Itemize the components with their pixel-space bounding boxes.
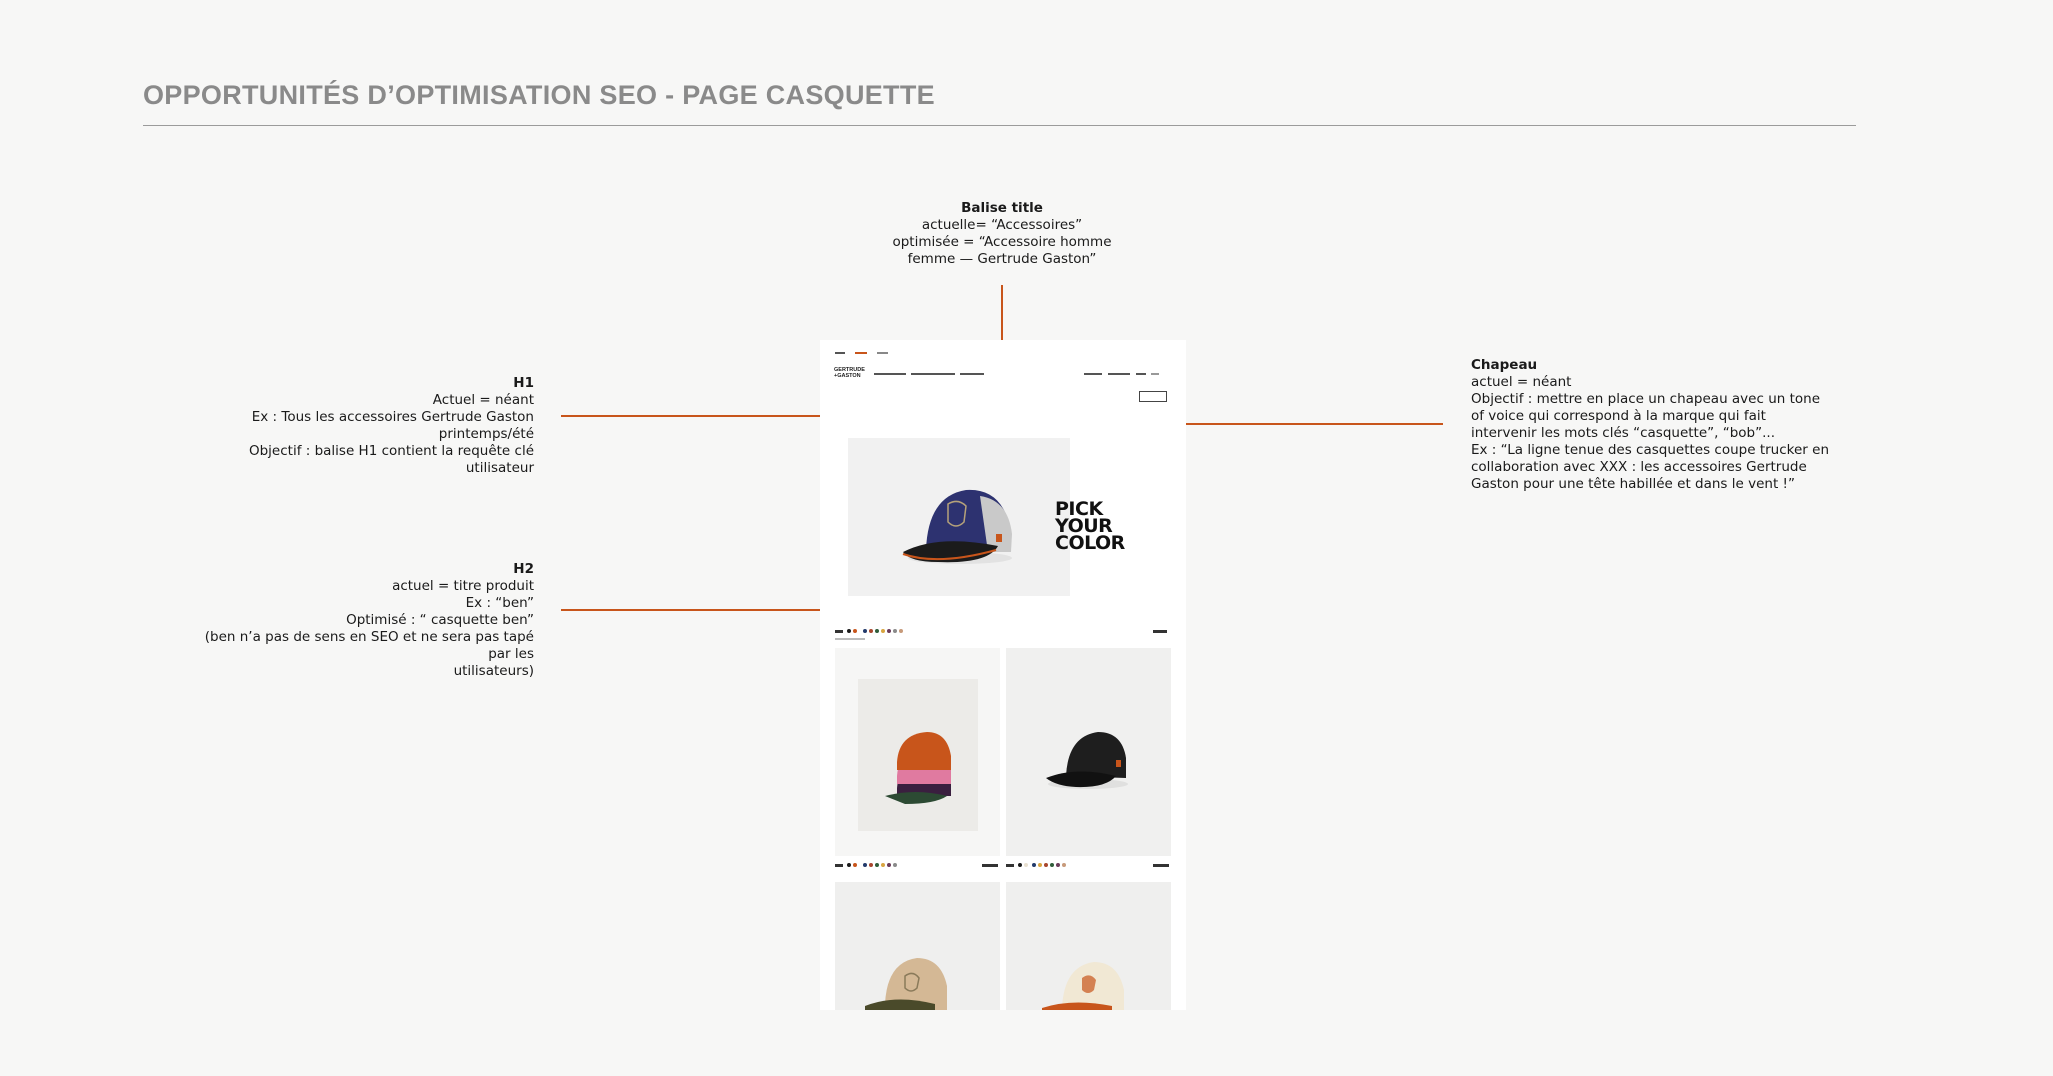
annotation-line: optimisée = “Accessoire homme bbox=[892, 234, 1112, 250]
slide-title: OPPORTUNITÉS D’OPTIMISATION SEO - PAGE CASQUETTE bbox=[143, 80, 935, 110]
annotation-line: (ben n’a pas de sens en SEO et ne sera pas tapé par les bbox=[204, 629, 534, 662]
cap-beige-image bbox=[835, 882, 1000, 1010]
annotation-heading: Balise title bbox=[961, 200, 1043, 216]
annotation-h1 bbox=[184, 375, 534, 477]
product-tile[interactable] bbox=[1006, 648, 1171, 856]
color-swatch[interactable] bbox=[863, 863, 867, 867]
color-swatch[interactable] bbox=[853, 629, 857, 633]
annotation-chapeau bbox=[1471, 357, 1831, 493]
hero-headline bbox=[1055, 498, 1125, 554]
annotation-line: femme — Gertrude Gaston” bbox=[907, 251, 1097, 267]
color-swatch[interactable] bbox=[863, 629, 867, 633]
color-swatch[interactable] bbox=[1032, 863, 1036, 867]
annotation-h2 bbox=[184, 561, 534, 680]
color-swatch[interactable] bbox=[899, 629, 903, 633]
annotation-heading: H1 bbox=[513, 375, 534, 391]
color-swatch[interactable] bbox=[1038, 863, 1042, 867]
annotation-line: actuel = néant bbox=[1471, 374, 1572, 390]
cap-stack-image bbox=[835, 648, 1000, 856]
color-swatch[interactable] bbox=[1044, 863, 1048, 867]
annotation-line: Ex : “La ligne tenue des casquettes coupe trucker en bbox=[1471, 442, 1829, 458]
color-swatch[interactable] bbox=[1056, 863, 1060, 867]
brand-line: +GASTON bbox=[834, 372, 861, 379]
hero-image bbox=[848, 438, 1070, 596]
color-swatch[interactable] bbox=[881, 863, 885, 867]
color-swatch[interactable] bbox=[853, 863, 857, 867]
annotation-line: Ex : “ben” bbox=[465, 595, 534, 611]
annotation-line: collaboration avec XXX : les accessoires Gertrude bbox=[1471, 459, 1807, 475]
annotation-line: of voice qui correspond à la marque qui fait bbox=[1471, 408, 1766, 424]
annotation-line: Actuel = néant bbox=[432, 392, 534, 408]
connector-h1 bbox=[561, 415, 841, 417]
color-swatch[interactable] bbox=[875, 863, 879, 867]
cap-black-image bbox=[1006, 648, 1171, 856]
hero-headline-line: YOUR bbox=[1055, 515, 1113, 537]
color-swatch[interactable] bbox=[893, 863, 897, 867]
annotation-line: Objectif : mettre en place un chapeau avec un tone bbox=[1471, 391, 1821, 407]
color-swatch[interactable] bbox=[869, 863, 873, 867]
color-swatch[interactable] bbox=[1024, 863, 1028, 867]
annotation-heading: H2 bbox=[513, 561, 534, 577]
hero-headline-line: PICK bbox=[1055, 498, 1103, 520]
annotation-line: intervenir les mots clés “casquette”, “bob”... bbox=[1471, 425, 1775, 441]
color-swatch[interactable] bbox=[881, 629, 885, 633]
page-mockup bbox=[820, 340, 1186, 1010]
brand-line: GERTRUDE bbox=[834, 367, 865, 373]
color-swatch[interactable] bbox=[875, 629, 879, 633]
annotation-line: Optimisé : “ casquette ben” bbox=[346, 612, 534, 628]
annotation-title-tag bbox=[880, 200, 1124, 268]
color-swatch[interactable] bbox=[887, 863, 891, 867]
cap-image bbox=[848, 438, 1070, 596]
product-tile[interactable] bbox=[1006, 882, 1171, 1010]
title-divider bbox=[143, 125, 1856, 126]
color-swatch[interactable] bbox=[869, 629, 873, 633]
annotation-line: actuel = titre produit bbox=[392, 578, 534, 594]
connector-title-tag bbox=[1001, 285, 1003, 348]
color-swatch[interactable] bbox=[1018, 863, 1022, 867]
annotation-line: Objectif : balise H1 contient la requête clé utilisateur bbox=[248, 443, 534, 476]
brand-logo[interactable] bbox=[834, 368, 864, 379]
annotation-line: utilisateurs) bbox=[453, 663, 534, 679]
color-swatch[interactable] bbox=[1062, 863, 1066, 867]
cap-cream-image bbox=[1006, 882, 1171, 1010]
annotation-line: actuelle= “Accessoires” bbox=[921, 217, 1083, 233]
annotation-line: printemps/été bbox=[438, 426, 534, 442]
filter-button[interactable] bbox=[1139, 391, 1167, 402]
color-swatch[interactable] bbox=[893, 629, 897, 633]
color-swatch[interactable] bbox=[847, 629, 851, 633]
color-swatch[interactable] bbox=[1050, 863, 1054, 867]
color-swatch[interactable] bbox=[887, 629, 891, 633]
annotation-line: Ex : Tous les accessoires Gertrude Gaston bbox=[251, 409, 534, 425]
connector-chapeau bbox=[1163, 423, 1443, 425]
hero-headline-line: COLOR bbox=[1055, 532, 1125, 554]
annotation-line: Gaston pour une tête habillée et dans le vent !” bbox=[1471, 476, 1795, 492]
connector-h2 bbox=[561, 609, 841, 611]
product-tile[interactable] bbox=[835, 882, 1000, 1010]
annotation-heading: Chapeau bbox=[1471, 357, 1538, 373]
product-tile[interactable] bbox=[835, 648, 1000, 856]
color-swatch[interactable] bbox=[847, 863, 851, 867]
